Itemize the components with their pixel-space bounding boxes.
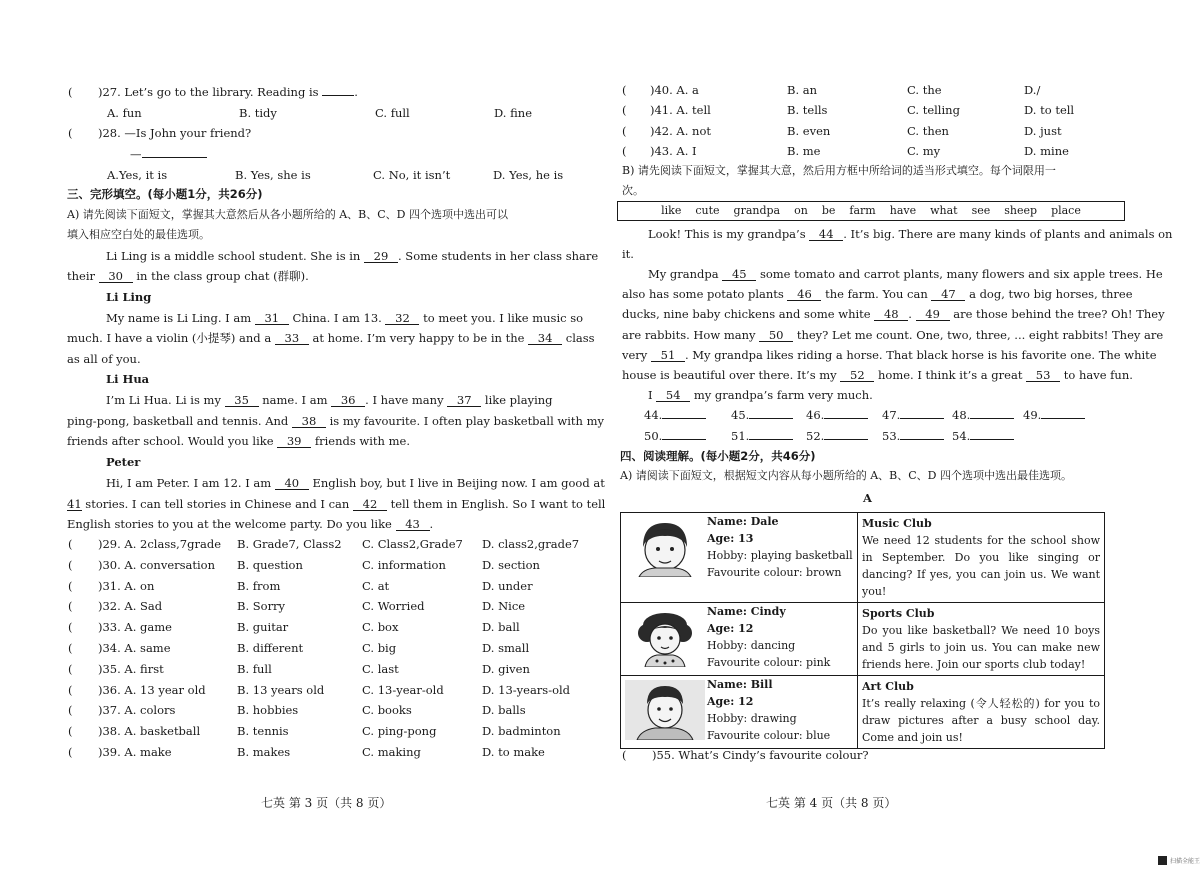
blank-36[interactable]: 36 [331, 394, 365, 407]
answer-paren[interactable]: ( [622, 143, 627, 158]
choice-option-c: C. at [362, 578, 390, 593]
blank-35[interactable]: 35 [225, 394, 259, 407]
option-c: C. full [375, 106, 410, 120]
answer-blank[interactable] [970, 418, 1014, 419]
clubs-table [620, 512, 1105, 749]
blank-51[interactable]: 51 [651, 349, 685, 362]
choice-option-c: C. big [362, 641, 397, 655]
answer-blank[interactable] [749, 418, 793, 419]
answer-blank[interactable] [824, 418, 868, 419]
blank-44[interactable]: 44 [809, 228, 843, 241]
word-bank-item: sheep [1004, 204, 1038, 217]
blank-52[interactable]: 52 [840, 369, 874, 382]
choice-option-b: B. guitar [237, 620, 289, 635]
question-28: ( )28. —Is John your friend? [68, 126, 252, 140]
answer-line: 51. [731, 429, 793, 443]
choice-option-c: C. telling [907, 103, 960, 118]
choice-option-d: D. given [482, 661, 530, 676]
answer-paren[interactable]: ( [68, 578, 73, 593]
choice-item: )29. A. 2class,7grade [98, 537, 221, 551]
option-a: A. fun [107, 106, 142, 120]
choice-option-c: C. box [362, 620, 399, 635]
heading-li-hua: Li Hua [106, 372, 150, 386]
choice-item: )37. A. colors [98, 703, 176, 718]
profile-cell [621, 603, 858, 676]
answer-paren[interactable]: ( [68, 641, 73, 655]
farm-passage-line-8: house is beautiful over there. It’s my 52 home. I think it’s a great 53 to have fun. [622, 368, 1133, 382]
profile-age: Age: 12 [707, 695, 754, 708]
profile-age: Age: 13 [707, 532, 754, 545]
choice-option-c: C. ping-pong [362, 724, 437, 739]
choice-option-d: D. balls [482, 703, 526, 718]
choice-item: )31. A. on [98, 578, 155, 593]
choice-option-b: B. makes [237, 745, 291, 759]
answer-blank[interactable] [142, 157, 207, 158]
answer-paren[interactable]: ( [622, 83, 627, 97]
heading-li-ling: Li Ling [106, 290, 152, 304]
choice-option-d: D. badminton [482, 724, 561, 739]
club-cell [858, 513, 1105, 603]
choice-option-c: C. Class2,Grade7 [362, 537, 463, 551]
choice-item: )40. A. a [650, 83, 699, 97]
heading-peter: Peter [106, 455, 141, 469]
word-bank-item: cute [695, 204, 720, 217]
passage-label: A [863, 491, 872, 505]
choice-item: )42. A. not [650, 123, 711, 138]
club-cell [858, 603, 1105, 676]
blank-33[interactable]: 33 [275, 332, 309, 345]
li-hua-line-1: I’m Li Hua. Li is my 35 name. I am 36 . I have many 37 like playing [106, 393, 553, 407]
profile-cell [621, 513, 858, 603]
blank-41[interactable]: 41 [67, 497, 82, 511]
choice-option-b: B. full [237, 661, 272, 676]
word-bank-item: grandpa [733, 204, 781, 217]
choice-option-b: B. an [787, 83, 818, 97]
answer-blank[interactable] [970, 439, 1014, 440]
answer-blank[interactable] [662, 418, 706, 419]
section-b-instructions: B) 请先阅读下面短文，掌握其大意，然后用方框中所给词的适当形式填空。每个词限用一 [622, 164, 1056, 177]
club-name: Art Club [862, 680, 914, 693]
answer-paren[interactable]: ( [68, 557, 73, 572]
blank-40[interactable]: 40 [275, 477, 309, 490]
answer-line: 52. [806, 429, 868, 443]
answer-line: 54. [952, 429, 1014, 443]
farm-passage-line-6: are rabbits. How many 50 they? Let me count. One, two, three, ... eight rabbits! They are [622, 328, 1164, 342]
profile-age: Age: 12 [707, 622, 754, 635]
peter-line-3: English stories to you at the welcome party. Do you like 43 . [67, 517, 434, 531]
option-d: D. Yes, he is [493, 168, 564, 182]
answer-paren[interactable]: ( [68, 661, 73, 676]
passage-intro-2: their 30 in the class group chat (群聊). [67, 269, 309, 283]
club-name: Sports Club [862, 607, 935, 620]
choice-option-c: C. my [907, 143, 941, 158]
blank-42[interactable]: 42 [353, 498, 387, 511]
section-4-title: 四、阅读理解。(每小题2分，共46分) [620, 449, 816, 463]
blank-32[interactable]: 32 [385, 312, 419, 325]
choice-option-b: B. even [787, 123, 831, 138]
page-footer: 七英 第 3 页（共 8 页） [261, 796, 392, 810]
choice-option-d: D. to make [482, 745, 545, 759]
choice-option-d: D. mine [1024, 143, 1069, 158]
blank-54[interactable]: 54 [656, 389, 690, 402]
choice-option-c: C. then [907, 123, 949, 138]
answer-paren[interactable]: ( [68, 745, 73, 759]
answer-paren[interactable]: ( [68, 724, 73, 739]
table-row [621, 603, 1105, 676]
club-ad: We need 12 students for the school show in September. Do you like singing or dancing? If yes, you can join us. We want you! [862, 534, 1100, 598]
blank-53[interactable]: 53 [1026, 369, 1060, 382]
blank-43[interactable]: 43 [396, 518, 430, 531]
option-b: B. tidy [239, 106, 277, 120]
answer-line: 53. [882, 429, 944, 443]
choice-option-b: B. tells [787, 103, 828, 118]
profile-hobby: Hobby: dancing [707, 639, 796, 652]
profile-name: Name: Dale [707, 515, 779, 528]
choice-option-b: B. Sorry [237, 599, 286, 614]
blank-50[interactable]: 50 [759, 329, 793, 342]
question-55: ( )55. What’s Cindy’s favourite colour? [622, 748, 869, 762]
word-bank-item: what [930, 204, 958, 217]
word-bank-item: see [971, 204, 991, 217]
answer-line: 47. [882, 408, 944, 422]
section-a-instructions: A) 请先阅读下面短文，掌握其大意然后从各小题所给的 A、B、C、D 四个选项中选出可以 [67, 208, 508, 221]
club-name: Music Club [862, 517, 932, 530]
choice-option-b: B. tennis [237, 724, 289, 739]
li-ling-line-1: My name is Li Ling. I am 31 China. I am 13. 32 to meet you. I like music so [106, 311, 584, 325]
answer-blank[interactable] [900, 418, 944, 419]
choice-option-b: B. hobbies [237, 703, 299, 718]
word-bank-item: farm [849, 204, 876, 217]
choice-item: )33. A. game [98, 620, 172, 635]
blank-37[interactable]: 37 [447, 394, 481, 407]
scanner-watermark: 扫描全能王 [1170, 858, 1200, 865]
option-a: A.Yes, it is [107, 168, 168, 182]
answer-paren[interactable]: ( [68, 599, 73, 614]
club-ad: Do you like basketball? We need 10 boys and 5 girls to join us. You can make new friends here. Join our sports club today! [862, 624, 1100, 671]
club-cell [858, 676, 1105, 749]
choice-option-d: D. Nice [482, 599, 526, 614]
option-b: B. Yes, she is [235, 168, 311, 182]
word-bank-item: have [889, 204, 917, 217]
word-bank-item: like [661, 204, 682, 217]
choice-option-b: B. question [237, 557, 303, 572]
profile-colour: Favourite colour: brown [707, 566, 842, 579]
choice-item: )39. A. make [98, 745, 172, 759]
blank-34[interactable]: 34 [528, 332, 562, 345]
choice-item: )30. A. conversation [98, 557, 216, 572]
boy-dale-picture [625, 517, 705, 577]
choice-option-b: B. from [237, 578, 281, 593]
answer-line: 44. [644, 408, 706, 422]
section-3-title: 三、完形填空。(每小题1分，共26分) [67, 187, 263, 201]
li-hua-line-2: ping-pong, basketball and tennis. And 38 is my favourite. I often play basketball with my [67, 414, 605, 428]
choice-option-d: D. just [1024, 123, 1062, 138]
choice-option-c: C. last [362, 661, 399, 676]
qr-code-icon [1158, 856, 1167, 865]
blank-47[interactable]: 47 [931, 288, 965, 301]
answer-blank[interactable] [1041, 418, 1085, 419]
choice-option-d: D. ball [482, 620, 520, 635]
blank-48[interactable]: 48 [874, 308, 908, 321]
answer-paren[interactable]: ( [622, 103, 627, 118]
table-row [621, 513, 1105, 603]
profile-hobby: Hobby: playing basketball [707, 549, 853, 562]
choice-option-c: C. making [362, 745, 421, 759]
choice-item: )32. A. Sad [98, 599, 163, 614]
blank-38[interactable]: 38 [292, 415, 326, 428]
profile-colour: Favourite colour: blue [707, 729, 831, 742]
blank-29[interactable]: 29 [364, 250, 398, 263]
profile-name: Name: Bill [707, 678, 773, 691]
club-ad: It’s really relaxing (令人轻松的) for you to draw pictures after a busy school day. Come and join us! [862, 697, 1100, 744]
choice-item: )38. A. basketball [98, 724, 201, 739]
farm-passage-line-3: My grandpa 45 some tomato and carrot plants, many flowers and six apple trees. He [648, 267, 1163, 281]
blank-49[interactable]: 49 [916, 308, 950, 321]
choice-option-d: D. to tell [1024, 103, 1075, 118]
right-page [600, 0, 1200, 872]
word-bank [617, 201, 1125, 221]
word-bank-item: on [794, 204, 808, 217]
choice-option-d: D. 13-years-old [482, 682, 571, 697]
option-c: C. No, it isn’t [373, 168, 451, 182]
li-hua-line-3: friends after school. Would you like 39 friends with me. [67, 434, 410, 448]
choice-option-b: B. me [787, 143, 821, 158]
question-27: ( )27. Let’s go to the library. Reading is . [68, 85, 358, 99]
li-ling-line-3: as all of you. [67, 352, 141, 366]
peter-line-2: 41 stories. I can tell stories in Chinese and I can 42 tell them in English. So I want to tell [67, 497, 606, 511]
choice-option-c: C. the [907, 83, 942, 97]
page-footer: 七英 第 4 页（共 8 页） [766, 796, 897, 810]
section-4-instructions: A) 请阅读下面短文，根据短文内容从每小题所给的 A、B、C、D 四个选项中选出最佳选项。 [620, 469, 1072, 482]
answer-paren[interactable]: ( [622, 123, 627, 138]
section-b-instructions-2: 次。 [622, 184, 644, 197]
choice-item: )35. A. first [98, 661, 164, 676]
choice-option-d: D. class2,grade7 [482, 537, 580, 551]
blank-30[interactable]: 30 [99, 270, 133, 283]
blank-39[interactable]: 39 [277, 435, 311, 448]
boy-bill-picture [625, 680, 705, 740]
choice-option-d: D. section [482, 557, 540, 572]
farm-passage-line-1: Look! This is my grandpa’s 44 . It’s big. There are many kinds of plants and animals on [648, 227, 1173, 241]
word-bank-item: be [821, 204, 836, 217]
question-28-reply: — [130, 147, 207, 161]
choice-item: )43. A. I [650, 143, 697, 158]
blank-45[interactable]: 45 [722, 268, 756, 281]
answer-line: 45. [731, 408, 793, 422]
blank-46[interactable]: 46 [787, 288, 821, 301]
profile-hobby: Hobby: drawing [707, 712, 797, 725]
choice-option-c: C. information [362, 557, 446, 572]
choice-item: )34. A. same [98, 641, 171, 655]
choice-item: )41. A. tell [650, 103, 711, 118]
answer-paren[interactable]: ( [68, 537, 73, 551]
answer-blank[interactable] [322, 95, 354, 96]
choice-option-b: B. 13 years old [237, 682, 325, 697]
choice-option-b: B. Grade7, Class2 [237, 537, 342, 551]
choice-option-d: D. under [482, 578, 533, 593]
table-row [621, 676, 1105, 749]
answer-blank[interactable] [662, 439, 706, 440]
answer-line: 46. [806, 408, 868, 422]
answer-blank[interactable] [749, 439, 793, 440]
profile-name: Name: Cindy [707, 605, 786, 618]
choice-item: )36. A. 13 year old [98, 682, 206, 697]
answer-blank[interactable] [824, 439, 868, 440]
answer-line: 48. [952, 408, 1014, 422]
answer-paren[interactable]: ( [68, 620, 73, 635]
girl-cindy-picture [625, 607, 705, 667]
answer-blank[interactable] [900, 439, 944, 440]
blank-31[interactable]: 31 [255, 312, 289, 325]
peter-line-1: Hi, I am Peter. I am 12. I am 40 English boy, but I live in Beijing now. I am good at [106, 476, 605, 490]
section-a-instructions-2: 填入相应空白处的最佳选项。 [67, 228, 210, 241]
farm-passage-line-9: I 54 my grandpa’s farm very much. [648, 388, 873, 402]
choice-option-d: D./ [1024, 83, 1041, 97]
choice-option-d: D. small [482, 641, 530, 655]
farm-passage-line-7: very 51 . My grandpa likes riding a horse. That black horse is his favorite one. The white [622, 348, 1157, 362]
farm-passage-line-2: it. [622, 247, 634, 261]
word-bank-item: place [1051, 204, 1081, 217]
profile-cell [621, 676, 858, 749]
profile-colour: Favourite colour: pink [707, 656, 831, 669]
answer-paren[interactable]: ( [68, 703, 73, 718]
passage-intro: Li Ling is a middle school student. She is in 29 . Some students in her class share [106, 249, 599, 263]
li-ling-line-2: much. I have a violin (小提琴) and a 33 at home. I’m very happy to be in the 34 class [67, 331, 595, 345]
farm-passage-line-4: also has some potato plants 46 the farm. You can 47 a dog, two big horses, three [622, 287, 1133, 301]
farm-passage-line-5: ducks, nine baby chickens and some white 48 . 49 are those behind the tree? Oh! They [622, 307, 1165, 321]
choice-option-c: C. Worried [362, 599, 425, 614]
choice-option-c: C. books [362, 703, 412, 718]
option-d: D. fine [494, 106, 533, 120]
choice-option-b: B. different [237, 641, 304, 655]
choice-option-c: C. 13-year-old [362, 682, 444, 697]
answer-paren[interactable]: ( [68, 682, 73, 697]
answer-line: 50. [644, 429, 706, 443]
answer-line: 49. [1023, 408, 1085, 422]
